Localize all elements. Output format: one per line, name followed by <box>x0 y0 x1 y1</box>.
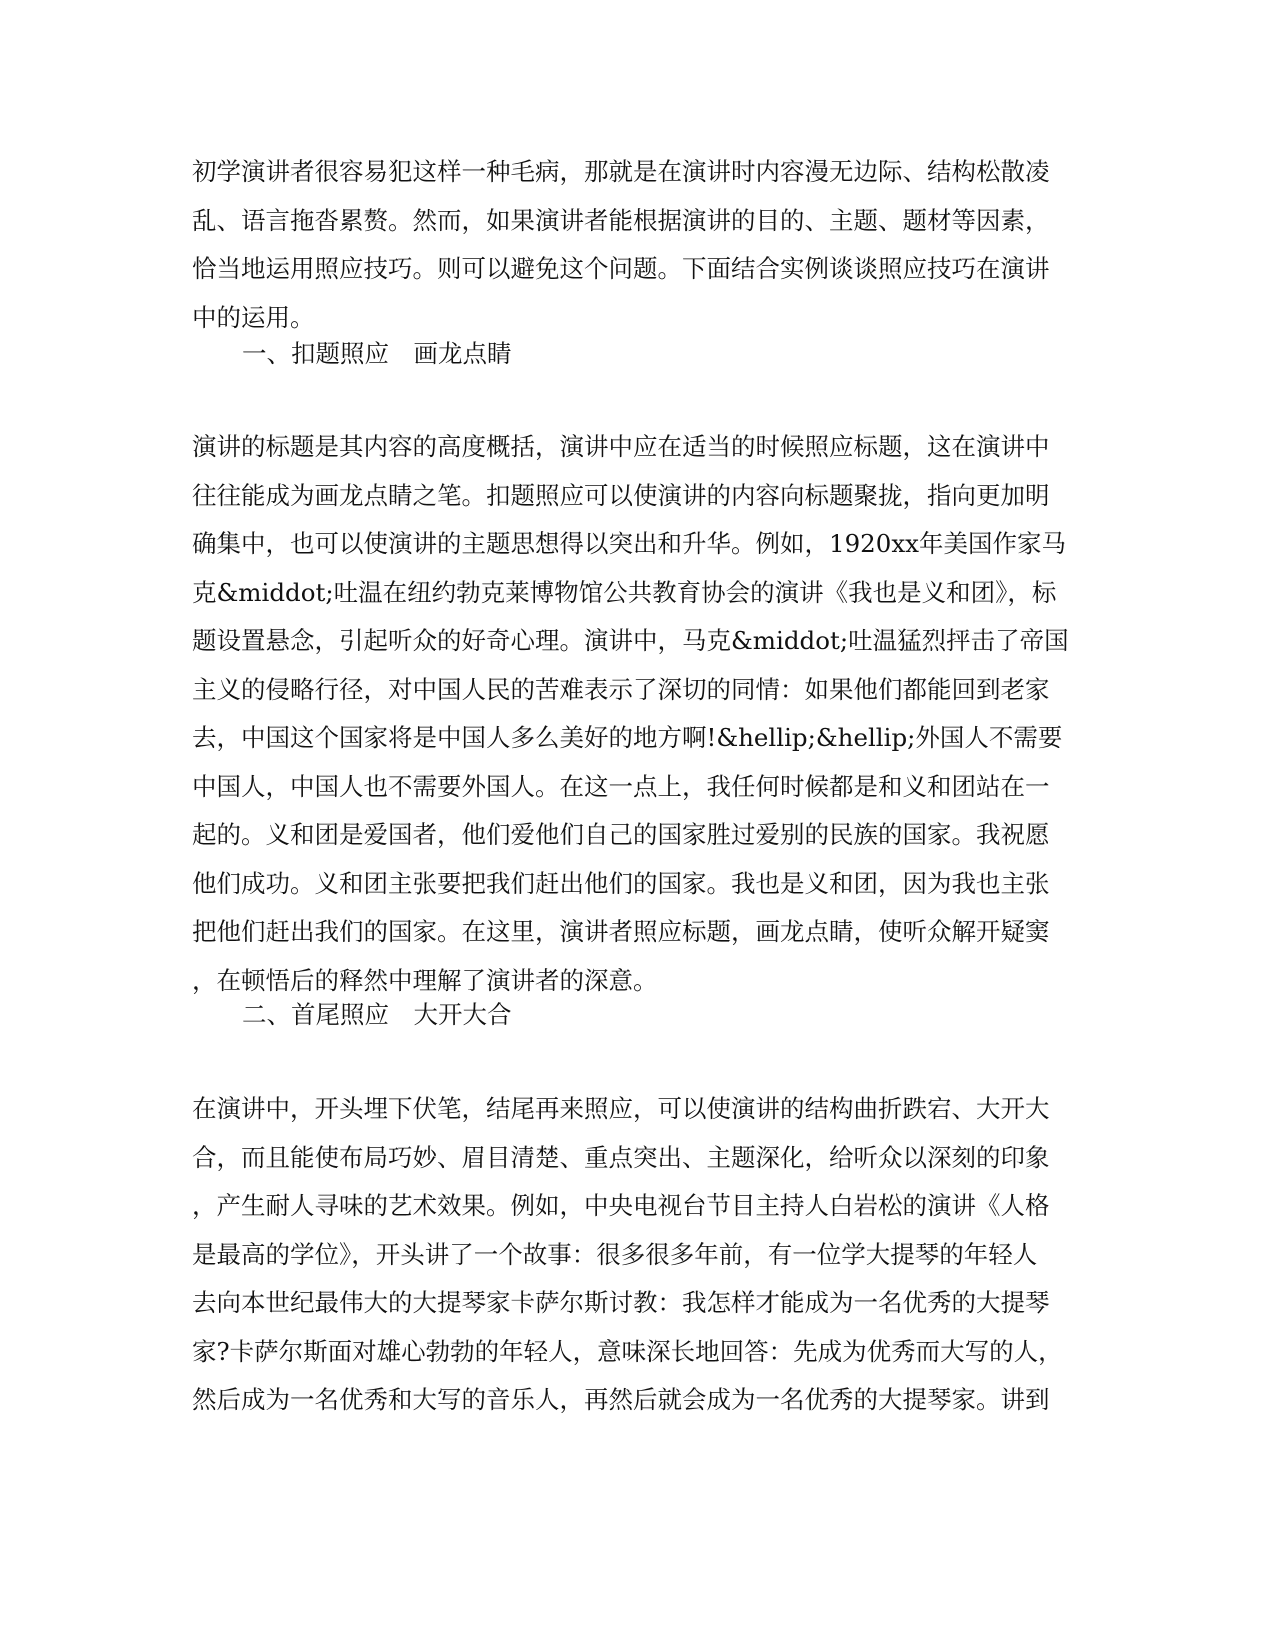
text-line: 中的运用。 <box>192 302 315 332</box>
section1-paragraph <box>192 423 1082 1005</box>
text-line: 去，中国这个国家将是中国人多么美好的地方啊!&hellip;&hellip;外国人不需要 <box>192 723 1063 752</box>
section2-heading: 二、首尾照应 大开大合 <box>242 1000 512 1029</box>
text-line: 演讲的标题是其内容的高度概括，演讲中应在适当的时候照应标题，这在演讲中 <box>192 432 1050 461</box>
text-line: 初学演讲者很容易犯这样一种毛病，那就是在演讲时内容漫无边际、结构松散凌 <box>192 157 1050 186</box>
text-line: 合，而且能使布局巧妙、眉目清楚、重点突出、主题深化，给听众以深刻的印象 <box>192 1142 1050 1172</box>
text-line: 把他们赶出我们的国家。在这里，演讲者照应标题，画龙点睛，使听众解开疑窦 <box>192 917 1050 946</box>
section1-heading: 一、扣题照应 画龙点睛 <box>242 339 512 368</box>
text-line: 确集中，也可以使演讲的主题思想得以突出和升华。例如，1920xx年美国作家马 <box>192 529 1066 558</box>
text-line: ，在顿悟后的释然中理解了演讲者的深意。 <box>192 965 658 995</box>
text-line: 起的。义和团是爱国者，他们爱他们自己的国家胜过爱别的民族的国家。我祝愿 <box>192 820 1050 849</box>
intro-paragraph <box>192 148 1082 342</box>
text-line: 家?卡萨尔斯面对雄心勃勃的年轻人，意味深长地回答：先成为优秀而大写的人， <box>192 1336 1063 1366</box>
text-line: 主义的侵略行径，对中国人民的苦难表示了深切的同情：如果他们都能回到老家 <box>192 674 1050 704</box>
text-line: 往往能成为画龙点睛之笔。扣题照应可以使演讲的内容向标题聚拢，指向更加明 <box>192 480 1050 510</box>
text-line: 克&middot;吐温在纽约勃克莱博物馆公共教育协会的演讲《我也是义和团》，标 <box>192 577 1057 607</box>
text-line: 然后成为一名优秀和大写的音乐人，再然后就会成为一名优秀的大提琴家。讲到 <box>192 1385 1050 1414</box>
text-line: 题设置悬念，引起听众的好奇心理。演讲中，马克&middot;吐温猛烈抨击了帝国 <box>192 626 1069 655</box>
text-line: ，产生耐人寻味的艺术效果。例如，中央电视台节目主持人白岩松的演讲《人格 <box>192 1191 1050 1220</box>
text-line: 是最高的学位》，开头讲了一个故事：很多很多年前，有一位学大提琴的年轻人 <box>192 1239 1038 1269</box>
text-line: 乱、语言拖沓累赘。然而，如果演讲者能根据演讲的目的、主题、题材等因素， <box>192 205 1050 235</box>
text-line: 恰当地运用照应技巧。则可以避免这个问题。下面结合实例谈谈照应技巧在演讲 <box>192 254 1050 283</box>
text-line: 在演讲中，开头埋下伏笔，结尾再来照应，可以使演讲的结构曲折跌宕、大开大 <box>192 1094 1050 1123</box>
text-line: 去向本世纪最伟大的大提琴家卡萨尔斯讨教：我怎样才能成为一名优秀的大提琴 <box>192 1288 1050 1317</box>
section2-paragraph <box>192 1085 1082 1425</box>
text-line: 他们成功。义和团主张要把我们赶出他们的国家。我也是义和团，因为我也主张 <box>192 868 1050 898</box>
text-line: 中国人，中国人也不需要外国人。在这一点上，我任何时候都是和义和团站在一 <box>192 771 1050 801</box>
